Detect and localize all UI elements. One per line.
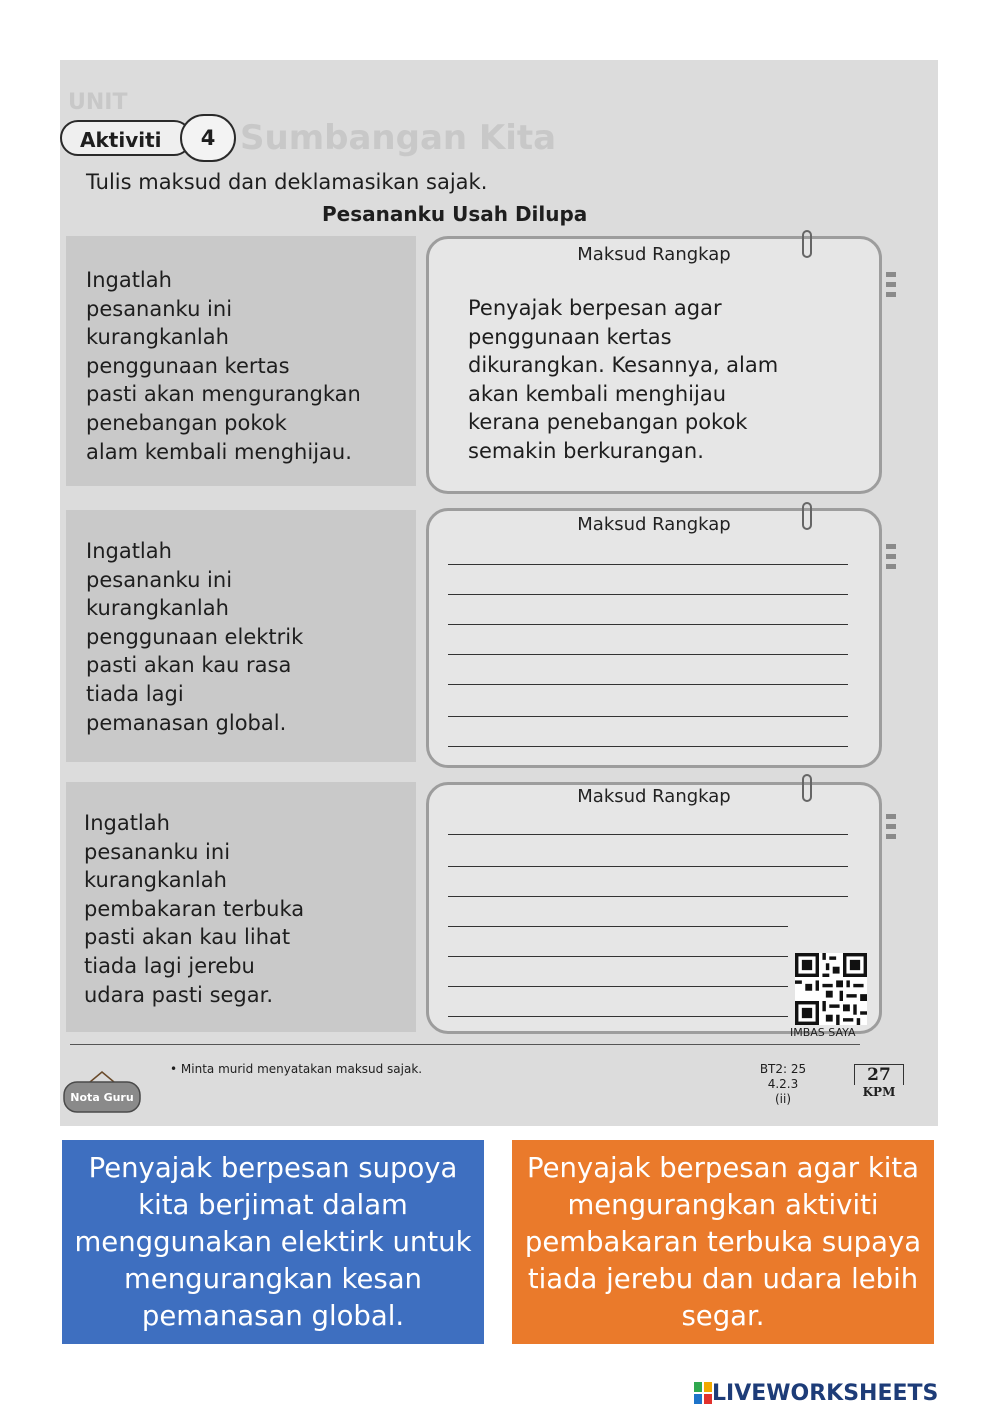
binder-tab-icon [886, 834, 896, 839]
paperclip-icon [802, 774, 812, 802]
bt-code: BT2: 25 [759, 1062, 807, 1076]
paperclip-icon [802, 502, 812, 530]
answer-line[interactable] [448, 684, 848, 685]
paperclip-icon [802, 230, 812, 258]
answer-line[interactable] [448, 564, 848, 565]
answer-line[interactable] [448, 834, 848, 835]
binder-tab-icon [886, 272, 896, 277]
answer-card-1-text: Penyajak berpesan agar penggunaan kertas dikurangkan. Kesannya, alam akan kembali menghijau kerana penebangan pokok semakin berkurangan. [468, 296, 779, 463]
activity-number-badge: 4 [180, 114, 236, 162]
answer-line[interactable] [448, 926, 788, 927]
answer-box-blue[interactable] [62, 1140, 484, 1344]
answer-box-orange-text: Penyajak berpesan agar kita mengurangkan aktiviti pembakaran terbuka supaya tiada jerebu dan udara lebih segar. [524, 1151, 922, 1332]
answer-line[interactable] [448, 866, 848, 867]
bt-standard: 4.2.3 [767, 1077, 799, 1091]
answer-line[interactable] [448, 594, 848, 595]
answer-line[interactable] [448, 956, 788, 957]
ghost-bleed-title: Sumbangan Kita [240, 118, 557, 158]
poem-title: Pesananku Usah Dilupa [322, 202, 588, 226]
answer-card-2-heading: Maksud Rangkap [577, 514, 731, 535]
answer-line[interactable] [448, 896, 848, 897]
answer-line[interactable] [448, 624, 848, 625]
binder-tab-icon [886, 544, 896, 549]
teacher-note-text: Minta murid menyatakan maksud sajak. [180, 1062, 423, 1076]
page-number: 27 [854, 1064, 904, 1085]
binder-tab-icon [886, 292, 896, 297]
instruction-text: Tulis maksud dan deklamasikan sajak. [86, 170, 488, 194]
stanza-3-text: Ingatlah pesananku ini kurangkanlah pembakaran terbuka pasti akan kau lihat tiada lagi jerebu udara pasti segar. [84, 811, 305, 1007]
qr-caption: IMBAS SAYA [790, 1026, 856, 1039]
standard-code-box [744, 1062, 822, 1107]
nota-guru-label: Nota Guru [70, 1091, 134, 1104]
stanza-2-text: Ingatlah pesananku ini kurangkanlah penggunaan elektrik pasti akan kau rasa tiada lagi pemanasan global. [86, 539, 304, 735]
worksheet-scan [60, 60, 938, 1126]
ghost-unit-label: UNIT [68, 90, 128, 115]
answer-line[interactable] [448, 746, 848, 747]
liveworksheets-wordmark: LIVEWORKSHEETS [712, 1380, 939, 1406]
binder-tab-icon [886, 824, 896, 829]
binder-tab-icon [886, 564, 896, 569]
answer-card-2[interactable] [426, 508, 882, 768]
activity-label-pill: Aktiviti [60, 120, 192, 156]
liveworksheets-logo[interactable] [694, 1378, 938, 1408]
teacher-note: • Minta murid menyatakan maksud sajak. [170, 1062, 423, 1076]
bt-sub: (ii) [774, 1092, 792, 1106]
stanza-1-text: Ingatlah pesananku ini kurangkanlah penggunaan kertas pasti akan mengurangkan penebangan pokok alam kembali menghijau. [86, 268, 361, 464]
binder-tab-icon [886, 814, 896, 819]
answer-line[interactable] [448, 1016, 788, 1017]
liveworksheets-mark-icon [694, 1382, 712, 1404]
answer-box-orange[interactable] [512, 1140, 934, 1344]
answer-line[interactable] [448, 716, 848, 717]
answer-card-1-heading: Maksud Rangkap [577, 244, 731, 265]
answer-card-3-heading: Maksud Rangkap [577, 786, 731, 807]
qr-code-icon [795, 953, 867, 1025]
answer-box-blue-text: Penyajak berpesan supoya kita berjimat dalam menggunakan elektirk untuk mengurangkan kesan pemanasan global. [74, 1151, 472, 1332]
footer-divider [70, 1044, 860, 1045]
answer-line[interactable] [448, 654, 848, 655]
publisher-label: KPM [862, 1085, 896, 1099]
binder-tab-icon [886, 554, 896, 559]
page-number-badge [846, 1064, 912, 1099]
answer-line[interactable] [448, 986, 788, 987]
binder-tab-icon [886, 282, 896, 287]
